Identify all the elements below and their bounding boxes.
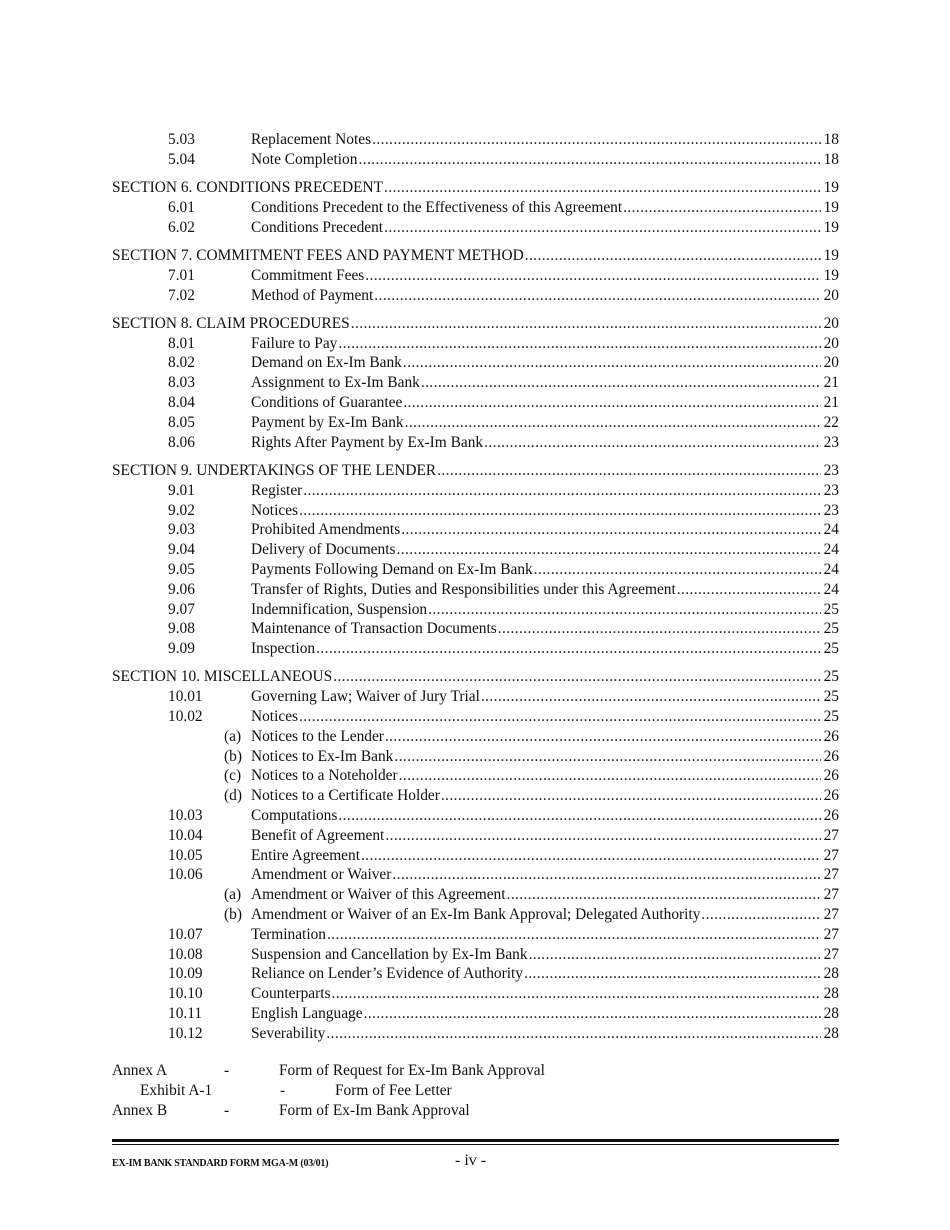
- toc-entry: [251, 846, 839, 866]
- annex-dash: -: [224, 1102, 230, 1119]
- dot-leader: [498, 619, 821, 639]
- item-title: Conditions Precedent to the Effectiveness of this Agreement: [251, 198, 623, 216]
- annex-title: Form of Ex-Im Bank Approval: [279, 1102, 470, 1119]
- toc-entry: [251, 600, 839, 620]
- dot-leader: [677, 580, 821, 600]
- toc-entry: [251, 393, 839, 413]
- toc-entry: [251, 520, 839, 540]
- dot-leader: [338, 806, 821, 826]
- toc-entry: [251, 806, 839, 826]
- item-number: 10.05: [168, 846, 203, 864]
- item-number: 9.05: [168, 560, 195, 578]
- page-number: 23: [823, 433, 839, 451]
- exhibit-row: [112, 1081, 712, 1101]
- dot-leader: [384, 178, 821, 198]
- dot-leader: [534, 560, 821, 580]
- dot-leader: [372, 130, 821, 150]
- dot-leader: [701, 905, 821, 925]
- item-number: 9.01: [168, 481, 195, 499]
- toc-entry: [251, 747, 839, 767]
- toc-item-row: [112, 560, 839, 580]
- page-number: 24: [823, 541, 839, 559]
- annex-row: [112, 1061, 712, 1081]
- page-number: 27: [823, 846, 839, 864]
- table-of-contents: [112, 130, 839, 1044]
- footer-rule-thick: [112, 1139, 839, 1142]
- annex-row: [112, 1101, 712, 1121]
- item-number: 10.07: [168, 925, 203, 943]
- toc-item-row: [112, 540, 839, 560]
- page-number: 19: [823, 218, 839, 236]
- dot-leader: [394, 747, 821, 767]
- page-number: 24: [823, 560, 839, 578]
- page-number: 19: [823, 198, 839, 216]
- item-number: 10.10: [168, 985, 203, 1003]
- toc-item-row: [112, 198, 839, 218]
- item-title: Payments Following Demand on Ex-Im Bank: [251, 560, 533, 578]
- toc-entry: [251, 130, 839, 150]
- page-number: 20: [823, 286, 839, 304]
- annex-label: Exhibit A-1: [140, 1082, 213, 1099]
- annex-title: Form of Fee Letter: [335, 1082, 452, 1099]
- dot-leader: [421, 373, 821, 393]
- item-number: 9.03: [168, 521, 195, 539]
- item-title: Demand on Ex-Im Bank: [251, 354, 402, 372]
- item-title: Notices: [251, 501, 299, 519]
- page-number: 19: [823, 246, 839, 264]
- page-number: 27: [823, 866, 839, 884]
- item-title: Computations: [251, 807, 338, 824]
- toc-item-row: [112, 334, 839, 354]
- page-number: 28: [823, 985, 839, 1003]
- dot-leader: [316, 639, 821, 659]
- item-number: 8.04: [168, 394, 195, 412]
- section-title: SECTION 9. UNDERTAKINGS OF THE LENDER: [112, 461, 437, 479]
- toc-entry: [251, 1024, 839, 1044]
- annex-dash: -: [224, 1062, 230, 1079]
- dot-leader: [403, 393, 821, 413]
- dot-leader: [299, 707, 821, 727]
- item-number: 9.02: [168, 501, 195, 519]
- subitem-title: Amendment or Waiver of an Ex-Im Bank Approval; Delegated Authority: [251, 905, 701, 923]
- page-number: 25: [823, 668, 839, 686]
- toc-entry: [112, 246, 839, 266]
- annex-label: Annex B: [112, 1102, 168, 1119]
- item-title: Note Completion: [251, 150, 358, 168]
- item-title: Prohibited Amendments: [251, 521, 401, 539]
- toc-section-row: [112, 667, 839, 687]
- toc-item-row: [112, 218, 839, 238]
- dot-leader: [403, 353, 821, 373]
- item-number: 8.06: [168, 433, 195, 451]
- item-title: Benefit of Agreement: [251, 826, 385, 844]
- dot-leader: [385, 826, 821, 846]
- item-title: Commitment Fees: [251, 266, 365, 284]
- item-title: Failure to Pay: [251, 334, 338, 352]
- page-number: 21: [823, 374, 839, 392]
- annex-title: Form of Request for Ex-Im Bank Approval: [279, 1062, 545, 1079]
- item-title: Entire Agreement: [251, 846, 360, 864]
- dot-leader: [507, 885, 822, 905]
- toc-entry: [251, 501, 839, 521]
- item-title: Reliance on Lender’s Evidence of Authority: [251, 965, 523, 983]
- item-title: Notices: [251, 708, 299, 726]
- dot-leader: [529, 945, 821, 965]
- dot-leader: [396, 540, 821, 560]
- dot-leader: [361, 846, 821, 866]
- dot-leader: [303, 481, 821, 501]
- dot-leader: [351, 314, 821, 334]
- item-number: 5.04: [168, 150, 195, 168]
- item-title: Maintenance of Transaction Documents: [251, 620, 497, 638]
- toc-entry: [251, 266, 839, 286]
- dot-leader: [484, 433, 821, 453]
- page-number: 26: [823, 727, 839, 745]
- item-number: 9.06: [168, 580, 195, 598]
- toc-item-row: [112, 826, 839, 846]
- item-number: 8.05: [168, 413, 195, 431]
- dot-leader: [428, 600, 821, 620]
- toc-entry: [112, 314, 839, 334]
- dot-leader: [405, 413, 821, 433]
- dot-leader: [399, 766, 821, 786]
- dot-leader: [358, 150, 821, 170]
- item-number: 6.01: [168, 198, 195, 216]
- item-number: 6.02: [168, 218, 195, 236]
- toc-item-row: [112, 687, 839, 707]
- dot-leader: [374, 286, 821, 306]
- toc-section-row: [112, 178, 839, 198]
- toc-item-row: [112, 846, 839, 866]
- toc-entry: [112, 461, 839, 481]
- toc-item-row: [112, 619, 839, 639]
- page-number: 28: [823, 1024, 839, 1042]
- toc-item-row: [112, 580, 839, 600]
- item-title: Governing Law; Waiver of Jury Trial: [251, 688, 480, 706]
- subitem-title: Notices to a Noteholder: [251, 767, 398, 785]
- item-title: Assignment to Ex-Im Bank: [251, 374, 420, 392]
- toc-entry: [251, 1004, 839, 1024]
- toc-entry: [251, 865, 839, 885]
- item-number: 8.02: [168, 354, 195, 372]
- item-number: 10.03: [168, 807, 203, 824]
- toc-section-row: [112, 314, 839, 334]
- footer-page-number: - iv -: [455, 1152, 487, 1169]
- annex-list: [112, 1061, 712, 1121]
- dot-leader: [441, 786, 821, 806]
- toc-item-row: [112, 150, 839, 170]
- item-number: 9.08: [168, 620, 195, 638]
- page-number: 21: [823, 394, 839, 412]
- page-number: 25: [823, 708, 839, 726]
- page-number: 26: [823, 807, 839, 824]
- page-number: 27: [823, 945, 839, 963]
- page-number: 23: [823, 501, 839, 519]
- page-number: 25: [823, 640, 839, 658]
- page-number: 28: [823, 965, 839, 983]
- toc-item-row: [112, 707, 839, 727]
- toc-item-row: [112, 945, 839, 965]
- toc-item-row: [112, 600, 839, 620]
- footer-rule: [112, 1139, 839, 1145]
- page-number: 25: [823, 620, 839, 638]
- subitem-letter: (a): [224, 727, 242, 745]
- page-number: 26: [823, 747, 839, 765]
- dot-leader: [401, 520, 821, 540]
- annex-label: Annex A: [112, 1062, 168, 1079]
- item-title: English Language: [251, 1004, 363, 1022]
- dot-leader: [333, 667, 821, 687]
- toc-subitem-row: [112, 786, 839, 806]
- toc-section-row: [112, 246, 839, 266]
- toc-entry: [112, 178, 839, 198]
- toc-entry: [251, 945, 839, 965]
- item-number: 5.03: [168, 131, 195, 148]
- page-number: 27: [823, 925, 839, 943]
- item-title: Inspection: [251, 640, 316, 658]
- toc-section-row: [112, 461, 839, 481]
- item-title: Suspension and Cancellation by Ex-Im Bank: [251, 945, 528, 963]
- subitem-letter: (c): [224, 767, 242, 785]
- page-number: 20: [823, 314, 839, 332]
- toc-item-row: [112, 1004, 839, 1024]
- toc-subitem-row: [112, 885, 839, 905]
- page-number: 27: [823, 826, 839, 844]
- toc-item-row: [112, 393, 839, 413]
- subitem-letter: (b): [224, 905, 242, 923]
- page-number: 18: [823, 131, 839, 148]
- item-title: Delivery of Documents: [251, 541, 396, 559]
- page-number: 25: [823, 600, 839, 618]
- page-number: 20: [823, 334, 839, 352]
- toc-entry: [251, 964, 839, 984]
- page-number: 27: [823, 905, 839, 923]
- dot-leader: [524, 964, 821, 984]
- item-number: 10.12: [168, 1024, 203, 1042]
- page-number: 23: [823, 481, 839, 499]
- toc-subitem-row: [112, 727, 839, 747]
- toc-entry: [251, 639, 839, 659]
- item-title: Indemnification, Suspension: [251, 600, 428, 618]
- dot-leader: [437, 461, 821, 481]
- page-number: 18: [823, 150, 839, 168]
- toc-item-row: [112, 353, 839, 373]
- section-title: SECTION 8. CLAIM PROCEDURES: [112, 314, 350, 332]
- toc-entry: [251, 619, 839, 639]
- toc-item-row: [112, 413, 839, 433]
- toc-entry: [251, 353, 839, 373]
- subitem-letter: (b): [224, 747, 242, 765]
- dot-leader: [338, 334, 821, 354]
- item-number: 10.04: [168, 826, 203, 844]
- toc-entry: [251, 786, 839, 806]
- toc-entry: [251, 373, 839, 393]
- toc-item-row: [112, 481, 839, 501]
- toc-item-row: [112, 266, 839, 286]
- dot-leader: [481, 687, 821, 707]
- dot-leader: [364, 1004, 821, 1024]
- toc-subitem-row: [112, 766, 839, 786]
- item-number: 10.11: [168, 1004, 203, 1022]
- dot-leader: [525, 246, 821, 266]
- toc-item-row: [112, 806, 839, 826]
- page-number: 22: [823, 413, 839, 431]
- annex-dash: -: [280, 1082, 286, 1099]
- toc-entry: [251, 984, 839, 1004]
- toc-entry: [112, 667, 839, 687]
- dot-leader: [623, 198, 821, 218]
- item-title: Transfer of Rights, Duties and Responsibilities under this Agreement: [251, 580, 676, 598]
- dot-leader: [365, 266, 821, 286]
- toc-entry: [251, 481, 839, 501]
- page-number: 23: [823, 461, 839, 479]
- item-number: 8.01: [168, 334, 195, 352]
- item-title: Payment by Ex-Im Bank: [251, 413, 404, 431]
- item-title: Rights After Payment by Ex-Im Bank: [251, 433, 484, 451]
- page-number: 19: [823, 266, 839, 284]
- toc-entry: [251, 826, 839, 846]
- item-number: 9.04: [168, 541, 195, 559]
- toc-entry: [251, 540, 839, 560]
- toc-subitem-row: [112, 747, 839, 767]
- dot-leader: [392, 865, 821, 885]
- subitem-title: Notices to Ex-Im Bank: [251, 747, 394, 765]
- toc-entry: [251, 707, 839, 727]
- dot-leader: [299, 501, 821, 521]
- toc-item-row: [112, 639, 839, 659]
- item-title: Conditions of Guarantee: [251, 394, 403, 412]
- toc-entry: [251, 286, 839, 306]
- footer-form-id: EX-IM BANK STANDARD FORM MGA-M (03/01): [112, 1158, 329, 1169]
- item-number: 7.02: [168, 286, 195, 304]
- toc-item-row: [112, 373, 839, 393]
- dot-leader: [384, 218, 821, 238]
- item-number: 7.01: [168, 266, 195, 284]
- toc-entry: [251, 687, 839, 707]
- toc-entry: [251, 413, 839, 433]
- section-title: SECTION 7. COMMITMENT FEES AND PAYMENT METHOD: [112, 246, 524, 264]
- item-number: 10.01: [168, 688, 203, 706]
- toc-entry: [251, 885, 839, 905]
- item-number: 8.03: [168, 374, 195, 392]
- page-number: 24: [823, 521, 839, 539]
- toc-entry: [251, 766, 839, 786]
- toc-entry: [251, 905, 839, 925]
- toc-entry: [251, 218, 839, 238]
- toc-entry: [251, 727, 839, 747]
- toc-entry: [251, 560, 839, 580]
- toc-item-row: [112, 520, 839, 540]
- item-title: Register: [251, 481, 303, 499]
- subitem-letter: (a): [224, 886, 242, 904]
- page-number: 25: [823, 688, 839, 706]
- toc-item-row: [112, 1024, 839, 1044]
- item-title: Method of Payment: [251, 286, 374, 304]
- page-number: 24: [823, 580, 839, 598]
- page-number: 20: [823, 354, 839, 372]
- item-number: 9.09: [168, 640, 195, 658]
- dot-leader: [327, 925, 821, 945]
- item-title: Conditions Precedent: [251, 218, 384, 236]
- subitem-title: Notices to the Lender: [251, 727, 384, 745]
- subitem-title: Notices to a Certificate Holder: [251, 787, 440, 805]
- item-number: 10.06: [168, 866, 203, 884]
- item-title: Replacement Notes: [251, 131, 372, 148]
- toc-entry: [251, 925, 839, 945]
- item-number: 10.08: [168, 945, 203, 963]
- toc-item-row: [112, 501, 839, 521]
- page-number: 28: [823, 1004, 839, 1022]
- toc-entry: [251, 198, 839, 218]
- section-title: SECTION 10. MISCELLANEOUS: [112, 668, 333, 686]
- item-number: 10.02: [168, 708, 203, 726]
- page-number: 19: [823, 179, 839, 197]
- item-number: 9.07: [168, 600, 195, 618]
- subitem-title: Amendment or Waiver of this Agreement: [251, 886, 506, 904]
- footer-rule-thin: [112, 1144, 839, 1145]
- item-title: Counterparts: [251, 985, 331, 1003]
- toc-entry: [251, 433, 839, 453]
- dot-leader: [332, 984, 821, 1004]
- toc-subitem-row: [112, 905, 839, 925]
- toc-item-row: [112, 984, 839, 1004]
- item-title: Termination: [251, 925, 326, 943]
- toc-item-row: [112, 964, 839, 984]
- subitem-letter: (d): [224, 787, 242, 805]
- toc-item-row: [112, 433, 839, 453]
- page-number: 27: [823, 886, 839, 904]
- toc-entry: [251, 334, 839, 354]
- toc-item-row: [112, 865, 839, 885]
- toc-entry: [251, 150, 839, 170]
- page-number: 26: [823, 767, 839, 785]
- toc-item-row: [112, 925, 839, 945]
- item-number: 10.09: [168, 965, 203, 983]
- toc-item-row: [112, 286, 839, 306]
- item-title: Amendment or Waiver: [251, 866, 392, 884]
- dot-leader: [326, 1024, 821, 1044]
- page-number: 26: [823, 787, 839, 805]
- toc-entry: [251, 580, 839, 600]
- dot-leader: [385, 727, 821, 747]
- toc-item-row: [112, 130, 839, 150]
- item-title: Severability: [251, 1024, 326, 1042]
- section-title: SECTION 6. CONDITIONS PRECEDENT: [112, 179, 384, 197]
